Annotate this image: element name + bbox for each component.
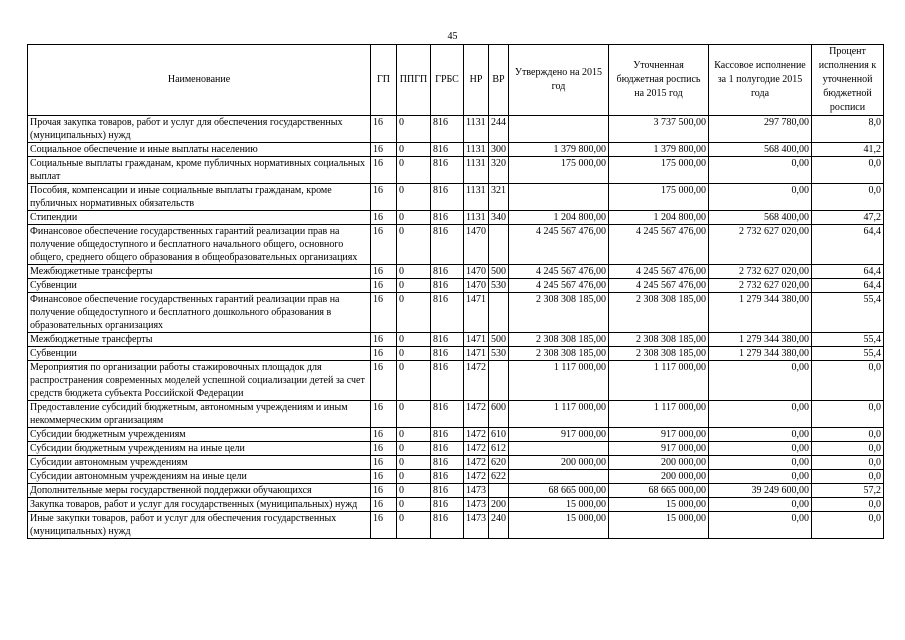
row-gp-cell: 16 [371, 116, 397, 143]
row-refined-cell: 917 000,00 [609, 428, 709, 442]
row-cash-cell: 0,00 [709, 456, 812, 470]
row-cash-cell: 2 732 627 020,00 [709, 265, 812, 279]
row-percent-cell: 55,4 [812, 347, 884, 361]
table-row [28, 184, 884, 211]
header-nr: НР [464, 45, 489, 116]
page-number: 45 [447, 31, 458, 42]
row-grbs-cell: 816 [431, 143, 464, 157]
row-cash-cell: 1 279 344 380,00 [709, 333, 812, 347]
row-approved-cell: 15 000,00 [509, 498, 609, 512]
row-nr-cell: 1472 [464, 442, 489, 456]
row-cash-cell: 0,00 [709, 184, 812, 211]
row-approved-cell: 2 308 308 185,00 [509, 333, 609, 347]
row-percent-cell: 0,0 [812, 428, 884, 442]
row-nr-cell: 1470 [464, 279, 489, 293]
row-percent-cell: 0,0 [812, 184, 884, 211]
table-row [28, 470, 884, 484]
row-vr-cell: 321 [489, 184, 509, 211]
row-cash-cell: 0,00 [709, 361, 812, 401]
row-ppgp-cell: 0 [397, 157, 431, 184]
row-nr-cell: 1472 [464, 401, 489, 428]
row-percent-cell: 55,4 [812, 293, 884, 333]
row-cash-cell: 39 249 600,00 [709, 484, 812, 498]
row-gp-cell: 16 [371, 143, 397, 157]
row-grbs-cell: 816 [431, 333, 464, 347]
row-ppgp-cell: 0 [397, 484, 431, 498]
row-approved-cell: 1 204 800,00 [509, 211, 609, 225]
row-refined-cell: 175 000,00 [609, 184, 709, 211]
row-refined-cell: 4 245 567 476,00 [609, 279, 709, 293]
row-approved-cell [509, 442, 609, 456]
row-ppgp-cell: 0 [397, 225, 431, 265]
row-nr-cell: 1470 [464, 265, 489, 279]
row-nr-cell: 1472 [464, 428, 489, 442]
row-gp-cell: 16 [371, 211, 397, 225]
table-row [28, 512, 884, 539]
row-nr-cell: 1131 [464, 157, 489, 184]
row-vr-cell [489, 484, 509, 498]
row-percent-cell: 47,2 [812, 211, 884, 225]
row-grbs-cell: 816 [431, 279, 464, 293]
row-refined-cell: 175 000,00 [609, 157, 709, 184]
row-vr-cell: 612 [489, 442, 509, 456]
row-refined-cell: 1 204 800,00 [609, 211, 709, 225]
row-cash-cell: 0,00 [709, 401, 812, 428]
row-gp-cell: 16 [371, 225, 397, 265]
row-ppgp-cell: 0 [397, 442, 431, 456]
table-row [28, 401, 884, 428]
row-cash-cell: 0,00 [709, 428, 812, 442]
row-nr-cell: 1473 [464, 484, 489, 498]
row-refined-cell: 4 245 567 476,00 [609, 225, 709, 265]
table-row [28, 456, 884, 470]
row-cash-cell: 0,00 [709, 442, 812, 456]
row-ppgp-cell: 0 [397, 143, 431, 157]
row-percent-cell: 0,0 [812, 157, 884, 184]
row-cash-cell: 1 279 344 380,00 [709, 347, 812, 361]
row-ppgp-cell: 0 [397, 347, 431, 361]
row-ppgp-cell: 0 [397, 401, 431, 428]
row-ppgp-cell: 0 [397, 456, 431, 470]
row-grbs-cell: 816 [431, 157, 464, 184]
row-name-cell: Субвенции [28, 279, 371, 293]
row-percent-cell: 41,2 [812, 143, 884, 157]
table-row [28, 442, 884, 456]
row-gp-cell: 16 [371, 293, 397, 333]
row-vr-cell: 600 [489, 401, 509, 428]
row-approved-cell: 1 117 000,00 [509, 361, 609, 401]
row-percent-cell: 0,0 [812, 361, 884, 401]
row-refined-cell: 4 245 567 476,00 [609, 265, 709, 279]
row-approved-cell: 1 117 000,00 [509, 401, 609, 428]
row-gp-cell: 16 [371, 498, 397, 512]
row-gp-cell: 16 [371, 512, 397, 539]
row-refined-cell: 200 000,00 [609, 456, 709, 470]
table-row [28, 347, 884, 361]
row-name-cell: Межбюджетные трансферты [28, 333, 371, 347]
row-gp-cell: 16 [371, 279, 397, 293]
row-refined-cell: 200 000,00 [609, 470, 709, 484]
row-approved-cell [509, 470, 609, 484]
row-gp-cell: 16 [371, 333, 397, 347]
row-ppgp-cell: 0 [397, 265, 431, 279]
row-grbs-cell: 816 [431, 442, 464, 456]
row-vr-cell: 622 [489, 470, 509, 484]
table-row [28, 428, 884, 442]
row-name-cell: Финансовое обеспечение государственных гарантий реализации прав на получение общедоступного и бесплатного начального общего, основного общего, среднего общего образования в общеобразовательных организациях [28, 225, 371, 265]
row-nr-cell: 1471 [464, 347, 489, 361]
row-percent-cell: 8,0 [812, 116, 884, 143]
row-percent-cell: 0,0 [812, 512, 884, 539]
row-name-cell: Пособия, компенсации и иные социальные выплаты гражданам, кроме публичных нормативных обязательств [28, 184, 371, 211]
row-approved-cell: 2 308 308 185,00 [509, 347, 609, 361]
header-name: Наименование [28, 45, 371, 116]
row-grbs-cell: 816 [431, 456, 464, 470]
row-grbs-cell: 816 [431, 498, 464, 512]
table-row [28, 225, 884, 265]
row-cash-cell: 297 780,00 [709, 116, 812, 143]
row-refined-cell: 68 665 000,00 [609, 484, 709, 498]
row-ppgp-cell: 0 [397, 361, 431, 401]
row-gp-cell: 16 [371, 428, 397, 442]
table-row [28, 116, 884, 143]
table-row [28, 361, 884, 401]
row-ppgp-cell: 0 [397, 211, 431, 225]
row-cash-cell: 0,00 [709, 498, 812, 512]
row-gp-cell: 16 [371, 470, 397, 484]
row-approved-cell: 15 000,00 [509, 512, 609, 539]
row-cash-cell: 0,00 [709, 470, 812, 484]
row-grbs-cell: 816 [431, 470, 464, 484]
row-percent-cell: 0,0 [812, 470, 884, 484]
row-grbs-cell: 816 [431, 512, 464, 539]
row-percent-cell: 0,0 [812, 442, 884, 456]
row-vr-cell: 240 [489, 512, 509, 539]
row-grbs-cell: 816 [431, 116, 464, 143]
table-row [28, 279, 884, 293]
row-name-cell: Мероприятия по организации работы стажировочных площадок для распространения современных моделей успешной социализации детей за счет средств бюджета субъекта Российской Федерации [28, 361, 371, 401]
header-vr: ВР [489, 45, 509, 116]
table-row [28, 143, 884, 157]
row-percent-cell: 0,0 [812, 401, 884, 428]
row-name-cell: Межбюджетные трансферты [28, 265, 371, 279]
row-gp-cell: 16 [371, 361, 397, 401]
row-cash-cell: 0,00 [709, 512, 812, 539]
row-grbs-cell: 816 [431, 428, 464, 442]
row-vr-cell: 500 [489, 333, 509, 347]
row-nr-cell: 1131 [464, 116, 489, 143]
row-vr-cell: 200 [489, 498, 509, 512]
row-name-cell: Субсидии бюджетным учреждениям [28, 428, 371, 442]
row-gp-cell: 16 [371, 184, 397, 211]
header-percent: Процент исполнения к уточненной бюджетной росписи [812, 45, 884, 116]
header-approved: Утверждено на 2015 год [509, 45, 609, 116]
row-nr-cell: 1472 [464, 361, 489, 401]
row-vr-cell [489, 361, 509, 401]
row-gp-cell: 16 [371, 401, 397, 428]
row-ppgp-cell: 0 [397, 428, 431, 442]
row-cash-cell: 2 732 627 020,00 [709, 279, 812, 293]
row-name-cell: Закупка товаров, работ и услуг для государственных (муниципальных) нужд [28, 498, 371, 512]
row-vr-cell: 320 [489, 157, 509, 184]
row-refined-cell: 2 308 308 185,00 [609, 293, 709, 333]
row-nr-cell: 1131 [464, 211, 489, 225]
row-approved-cell [509, 116, 609, 143]
row-grbs-cell: 816 [431, 401, 464, 428]
row-ppgp-cell: 0 [397, 184, 431, 211]
header-cash: Кассовое исполнение за 1 полугодие 2015 года [709, 45, 812, 116]
row-grbs-cell: 816 [431, 265, 464, 279]
row-grbs-cell: 816 [431, 293, 464, 333]
row-refined-cell: 15 000,00 [609, 498, 709, 512]
row-nr-cell: 1472 [464, 456, 489, 470]
row-cash-cell: 0,00 [709, 157, 812, 184]
row-name-cell: Субвенции [28, 347, 371, 361]
row-approved-cell: 1 379 800,00 [509, 143, 609, 157]
row-percent-cell: 0,0 [812, 456, 884, 470]
row-grbs-cell: 816 [431, 184, 464, 211]
row-gp-cell: 16 [371, 347, 397, 361]
row-nr-cell: 1472 [464, 470, 489, 484]
row-name-cell: Субсидии автономным учреждениям [28, 456, 371, 470]
budget-execution-table [27, 44, 884, 539]
row-approved-cell: 200 000,00 [509, 456, 609, 470]
row-vr-cell: 244 [489, 116, 509, 143]
header-grbs: ГРБС [431, 45, 464, 116]
header-gp: ГП [371, 45, 397, 116]
row-approved-cell: 4 245 567 476,00 [509, 279, 609, 293]
row-nr-cell: 1131 [464, 143, 489, 157]
row-cash-cell: 568 400,00 [709, 211, 812, 225]
row-grbs-cell: 816 [431, 484, 464, 498]
row-ppgp-cell: 0 [397, 470, 431, 484]
table-row [28, 293, 884, 333]
row-vr-cell: 530 [489, 347, 509, 361]
row-gp-cell: 16 [371, 265, 397, 279]
row-approved-cell: 4 245 567 476,00 [509, 225, 609, 265]
row-name-cell: Субсидии автономным учреждениям на иные цели [28, 470, 371, 484]
table-header-row [28, 45, 884, 116]
row-vr-cell: 340 [489, 211, 509, 225]
row-grbs-cell: 816 [431, 361, 464, 401]
row-approved-cell [509, 184, 609, 211]
row-nr-cell: 1471 [464, 293, 489, 333]
row-cash-cell: 568 400,00 [709, 143, 812, 157]
row-vr-cell: 610 [489, 428, 509, 442]
row-ppgp-cell: 0 [397, 498, 431, 512]
row-name-cell: Финансовое обеспечение государственных гарантий реализации прав на получение общедоступного и бесплатного дошкольного образования в образовательных организациях [28, 293, 371, 333]
header-ppgp: ППГП [397, 45, 431, 116]
row-nr-cell: 1131 [464, 184, 489, 211]
row-name-cell: Прочая закупка товаров, работ и услуг для обеспечения государственных (муниципальных) нужд [28, 116, 371, 143]
row-percent-cell: 57,2 [812, 484, 884, 498]
row-percent-cell: 64,4 [812, 225, 884, 265]
row-refined-cell: 1 117 000,00 [609, 401, 709, 428]
table-row [28, 333, 884, 347]
row-approved-cell: 2 308 308 185,00 [509, 293, 609, 333]
row-cash-cell: 1 279 344 380,00 [709, 293, 812, 333]
row-approved-cell: 68 665 000,00 [509, 484, 609, 498]
row-refined-cell: 1 117 000,00 [609, 361, 709, 401]
row-gp-cell: 16 [371, 442, 397, 456]
row-name-cell: Дополнительные меры государственной поддержки обучающихся [28, 484, 371, 498]
row-nr-cell: 1473 [464, 498, 489, 512]
table-body [28, 116, 884, 539]
row-name-cell: Социальное обеспечение и иные выплаты населению [28, 143, 371, 157]
row-percent-cell: 55,4 [812, 333, 884, 347]
row-ppgp-cell: 0 [397, 279, 431, 293]
row-percent-cell: 64,4 [812, 265, 884, 279]
table-row [28, 265, 884, 279]
row-grbs-cell: 816 [431, 225, 464, 265]
row-vr-cell [489, 293, 509, 333]
row-approved-cell: 175 000,00 [509, 157, 609, 184]
row-refined-cell: 917 000,00 [609, 442, 709, 456]
row-percent-cell: 0,0 [812, 498, 884, 512]
header-refined: Уточненная бюджетная роспись на 2015 год [609, 45, 709, 116]
row-name-cell: Стипендии [28, 211, 371, 225]
row-percent-cell: 64,4 [812, 279, 884, 293]
row-refined-cell: 1 379 800,00 [609, 143, 709, 157]
row-ppgp-cell: 0 [397, 333, 431, 347]
row-approved-cell: 4 245 567 476,00 [509, 265, 609, 279]
row-nr-cell: 1473 [464, 512, 489, 539]
row-vr-cell: 300 [489, 143, 509, 157]
row-ppgp-cell: 0 [397, 293, 431, 333]
row-ppgp-cell: 0 [397, 116, 431, 143]
row-refined-cell: 15 000,00 [609, 512, 709, 539]
row-vr-cell: 620 [489, 456, 509, 470]
table-row [28, 211, 884, 225]
row-vr-cell: 530 [489, 279, 509, 293]
row-name-cell: Предоставление субсидий бюджетным, автономным учреждениям и иным некоммерческим организациям [28, 401, 371, 428]
table-row [28, 157, 884, 184]
row-nr-cell: 1470 [464, 225, 489, 265]
row-cash-cell: 2 732 627 020,00 [709, 225, 812, 265]
row-grbs-cell: 816 [431, 347, 464, 361]
row-refined-cell: 2 308 308 185,00 [609, 347, 709, 361]
row-ppgp-cell: 0 [397, 512, 431, 539]
row-gp-cell: 16 [371, 157, 397, 184]
row-gp-cell: 16 [371, 484, 397, 498]
row-vr-cell: 500 [489, 265, 509, 279]
table-row [28, 498, 884, 512]
row-vr-cell [489, 225, 509, 265]
row-refined-cell: 3 737 500,00 [609, 116, 709, 143]
row-grbs-cell: 816 [431, 211, 464, 225]
row-nr-cell: 1471 [464, 333, 489, 347]
row-gp-cell: 16 [371, 456, 397, 470]
table-row [28, 484, 884, 498]
row-approved-cell: 917 000,00 [509, 428, 609, 442]
row-name-cell: Социальные выплаты гражданам, кроме публичных нормативных социальных выплат [28, 157, 371, 184]
row-refined-cell: 2 308 308 185,00 [609, 333, 709, 347]
row-name-cell: Иные закупки товаров, работ и услуг для обеспечения государственных (муниципальных) нужд [28, 512, 371, 539]
row-name-cell: Субсидии бюджетным учреждениям на иные цели [28, 442, 371, 456]
